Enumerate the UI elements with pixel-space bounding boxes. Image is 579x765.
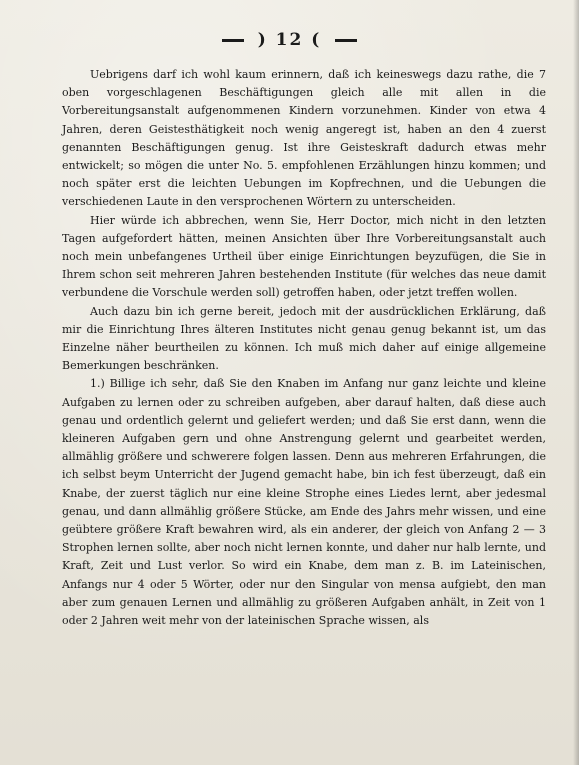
page-number: ) 12 ( bbox=[257, 30, 322, 50]
paragraph-4: 1.) Billige ich sehr, daß Sie den Knaben im Anfang nur ganz leichte und kleine Aufgaben zu lernen oder zu schreiben aufgeben, aber darauf halten, daß diese auch genau und ordentlich gelernt und geliefert werden; und daß Sie erst dann, wenn die kleineren Aufgaben gern und ohne Anstrengung gelernt und gearbeitet werden, allmählig größere und schwerere folgen lassen. Denn aus mehreren Erfahrungen, die ich selbst beym Unterricht der Jugend gemacht habe, bin ich fest überzeugt, daß ein Knabe, der zuerst täglich nur eine kleine Strophe eines Liedes lernt, aber jedesmal genau, und dann allmählig größere Stücke, am Ende des Jahrs mehr wissen, und eine geübtere größere Kraft bewahren wird, als ein anderer, der gleich von Anfang 2 — 3 Strophen lernen sollte, aber noch nicht lernen konnte, und daher nur halb lernte, und Kraft, Zeit und Lust verlor. So wird ein Knabe, dem man z. B. im Lateinischen, Anfangs nur 4 oder 5 Wörter, oder nur den Singular von mensa aufgiebt, den man aber zum genauen Lernen und allmählig zu größeren Aufgaben anhält, in Zeit von 1 oder 2 Jahren weit mehr von der lateinischen Sprache wissen, als bbox=[62, 377, 546, 628]
paragraph-3: Auch dazu bin ich gerne bereit, jedoch mit der ausdrücklichen Erklärung, daß mir die Einrichtung Ihres älteren Institutes nicht genau genug bekannt ist, um das Einzelne näher beurtheilen zu können. Ich muß mich daher auf einige allgemeine Bemerkungen beschränken. bbox=[62, 304, 546, 373]
header-rule-right bbox=[335, 39, 357, 42]
paragraph-1: Uebrigens darf ich wohl kaum erinnern, daß ich keineswegs dazu rathe, die 7 oben vorgeschlagenen Beschäftigungen gleich alle mit allen in die Vorbereitungsanstalt aufgenommenen Kindern vorzunehmen. Kinder von etwa 4 Jahren, deren Geistesthätigkeit noch wenig angeregt ist, haben an den 4 zuerst genannten Beschäftigungen genug. Ist ihre Geisteskraft dadurch etwas mehr entwickelt; so mögen die unter No. 5. empfohlenen Erzählungen hinzu kommen; und noch später erst die leichten Uebungen im Kopfrechnen, und die Uebungen die verschiedenen Laute in den versprochenen Wörtern zu unterscheiden. bbox=[62, 68, 546, 209]
paragraph-2: Hier würde ich abbrechen, wenn Sie, Herr Doctor, mich nicht in den letzten Tagen aufgefordert hätten, meinen Ansichten über Ihre Vorbereitungsanstalt auch noch mein unbefangenes Urtheil über einige Einrichtungen beyzufügen, die Sie in Ihrem schon seit mehreren Jahren bestehenden Institute (für welches das neue damit verbundene die Vorschule werden soll) getroffen haben, oder jetzt treffen wollen. bbox=[62, 213, 546, 300]
page-header bbox=[0, 30, 579, 50]
page-edge-shadow bbox=[573, 0, 579, 765]
body-text bbox=[62, 66, 546, 630]
header-rule-left bbox=[222, 39, 244, 42]
